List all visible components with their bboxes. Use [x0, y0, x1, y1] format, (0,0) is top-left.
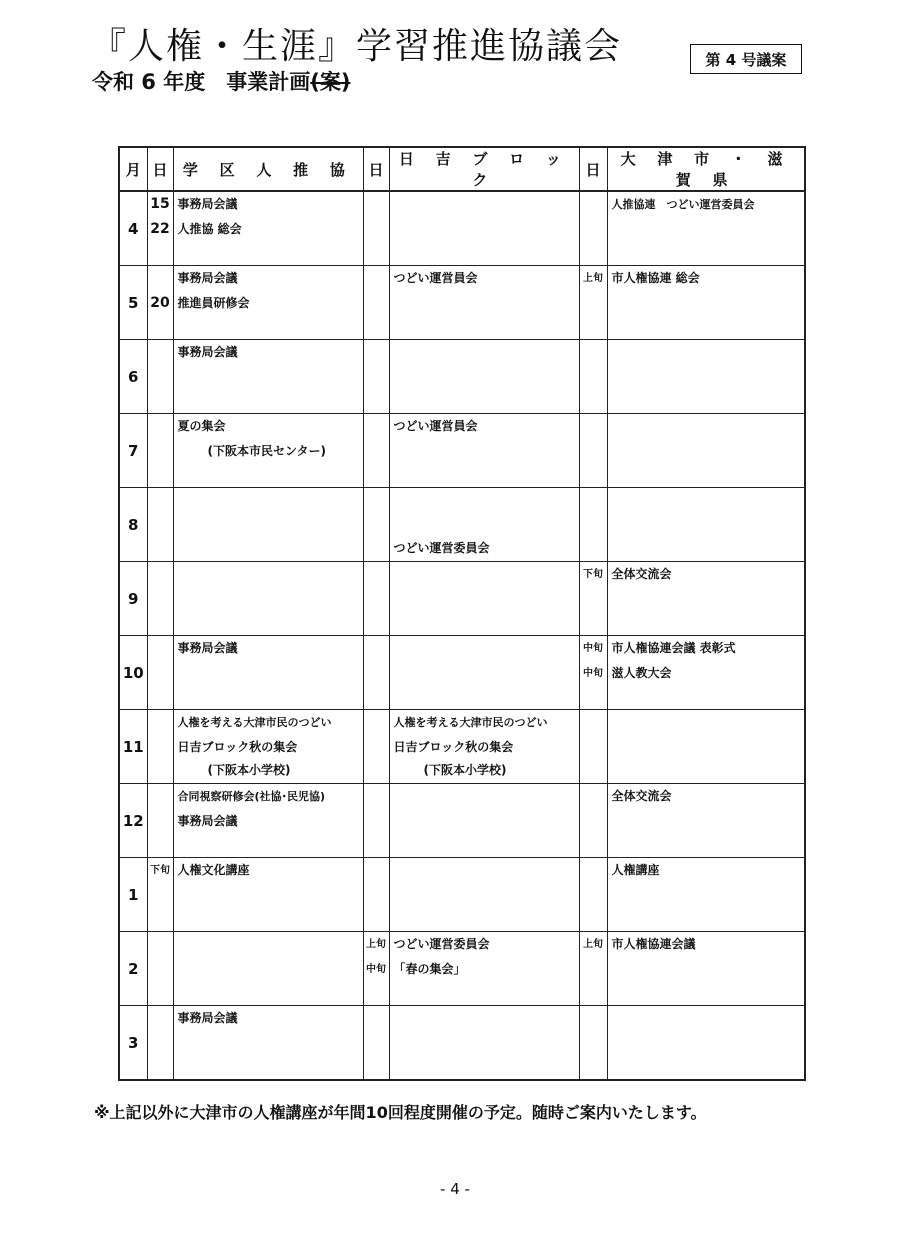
day-cell	[147, 266, 173, 340]
event-item: つどい運営委員会	[393, 541, 490, 555]
month-cell: 5	[119, 266, 147, 340]
otsu-cell	[607, 340, 805, 414]
event-item: 事務局会議	[177, 1011, 238, 1025]
gakku-cell	[173, 340, 363, 414]
month-cell: 10	[119, 636, 147, 710]
day-cell	[147, 710, 173, 784]
document-title: 『人権・生涯』学習推進協議会	[90, 26, 623, 67]
month-cell: 7	[119, 414, 147, 488]
day-cell	[147, 636, 173, 710]
day-cell	[363, 1006, 389, 1081]
event-item: 事務局会議	[177, 641, 238, 655]
gakku-cell	[173, 191, 363, 266]
day-cell	[147, 191, 173, 266]
header-day: 日	[363, 147, 389, 191]
day-cell	[147, 340, 173, 414]
day-cell	[363, 636, 389, 710]
event-item: 合同視察研修会(社協･民児協)	[177, 790, 326, 803]
table-row	[119, 784, 805, 858]
day-value: 20	[150, 295, 170, 311]
month-cell: 12	[119, 784, 147, 858]
otsu-cell	[607, 562, 805, 636]
day-cell	[147, 1006, 173, 1081]
day-cell	[579, 266, 607, 340]
table-row	[119, 414, 805, 488]
header-gakku: 学 区 人 推 協	[173, 147, 363, 191]
gakku-cell	[173, 414, 363, 488]
event-item: 全体交流会	[611, 789, 672, 803]
table-row	[119, 710, 805, 784]
event-item: 推進員研修会	[177, 296, 250, 310]
gakku-cell	[173, 636, 363, 710]
table-row	[119, 1006, 805, 1081]
table-row	[119, 266, 805, 340]
event-item: 事務局会議	[177, 345, 238, 359]
hiyoshi-cell	[389, 932, 579, 1006]
day-cell	[579, 191, 607, 266]
otsu-cell	[607, 710, 805, 784]
month-cell: 11	[119, 710, 147, 784]
month-cell: 4	[119, 191, 147, 266]
event-item: 滋人教大会	[611, 666, 672, 680]
event-item: つどい運営委員会	[393, 937, 490, 951]
day-value: 中旬	[583, 643, 603, 654]
hiyoshi-cell	[389, 340, 579, 414]
hiyoshi-cell	[389, 858, 579, 932]
day-cell	[363, 932, 389, 1006]
day-value: 下旬	[583, 569, 603, 580]
otsu-cell	[607, 636, 805, 710]
gakku-cell	[173, 266, 363, 340]
subtitle-main: 令和 6 年度 事業計画	[92, 70, 311, 94]
day-value: 上旬	[583, 939, 603, 950]
day-cell	[147, 562, 173, 636]
gakku-cell	[173, 784, 363, 858]
hiyoshi-cell	[389, 414, 579, 488]
day-value: 22	[150, 221, 170, 237]
day-cell	[579, 858, 607, 932]
table-header-row	[119, 147, 805, 191]
table-row	[119, 932, 805, 1006]
day-cell	[579, 784, 607, 858]
hiyoshi-cell	[389, 784, 579, 858]
event-item: 事務局会議	[177, 197, 238, 211]
event-item: 日吉ブロック秋の集会	[177, 740, 298, 754]
event-item: 「春の集会」	[393, 962, 466, 976]
day-cell	[579, 562, 607, 636]
day-cell	[147, 488, 173, 562]
event-item: 人権を考える大津市民のつどい	[177, 716, 332, 729]
hiyoshi-cell	[389, 710, 579, 784]
table-row	[119, 191, 805, 266]
day-cell	[579, 932, 607, 1006]
day-cell	[363, 562, 389, 636]
subtitle-struck: (案)	[310, 70, 351, 94]
hiyoshi-cell	[389, 1006, 579, 1081]
otsu-cell	[607, 266, 805, 340]
day-cell	[363, 414, 389, 488]
event-item: 人権文化講座	[177, 863, 250, 877]
gakku-cell	[173, 1006, 363, 1081]
day-cell	[579, 636, 607, 710]
day-cell	[363, 858, 389, 932]
day-cell	[147, 932, 173, 1006]
otsu-cell	[607, 784, 805, 858]
day-cell	[579, 340, 607, 414]
header-otsu: 大 津 市 ・ 滋 賀 県	[607, 147, 805, 191]
event-item: 市人権協連会議 表彰式	[611, 641, 736, 655]
event-item: 人推協 総会	[177, 222, 242, 236]
day-value: 15	[150, 196, 170, 212]
table-row	[119, 636, 805, 710]
month-cell: 2	[119, 932, 147, 1006]
day-value: 下旬	[150, 865, 170, 876]
day-cell	[363, 191, 389, 266]
day-cell	[363, 266, 389, 340]
table-row	[119, 340, 805, 414]
month-cell: 9	[119, 562, 147, 636]
day-cell	[579, 488, 607, 562]
gakku-cell	[173, 488, 363, 562]
event-item: 夏の集会	[177, 419, 226, 433]
event-item: 人権を考える大津市民のつどい	[393, 716, 548, 729]
day-cell	[363, 340, 389, 414]
day-cell	[147, 414, 173, 488]
event-item: 人権講座	[611, 863, 660, 877]
gakku-cell	[173, 932, 363, 1006]
day-cell	[147, 858, 173, 932]
otsu-cell	[607, 1006, 805, 1081]
header-hiyoshi: 日 吉 ブ ロ ッ ク	[389, 147, 579, 191]
header-day: 日	[147, 147, 173, 191]
gakku-cell	[173, 858, 363, 932]
table-row	[119, 562, 805, 636]
otsu-cell	[607, 414, 805, 488]
otsu-cell	[607, 932, 805, 1006]
event-item: 事務局会議	[177, 814, 238, 828]
day-value: 中旬	[366, 964, 386, 975]
event-item: つどい運営員会	[393, 419, 478, 433]
day-cell	[363, 784, 389, 858]
event-item: (下阪本小学校)	[207, 763, 291, 777]
table-row	[119, 858, 805, 932]
event-item: つどい運営員会	[393, 271, 478, 285]
hiyoshi-cell	[389, 266, 579, 340]
month-cell: 8	[119, 488, 147, 562]
gakku-cell	[173, 562, 363, 636]
month-cell: 6	[119, 340, 147, 414]
table-row	[119, 488, 805, 562]
hiyoshi-cell	[389, 562, 579, 636]
event-item: 市人権協連 総会	[611, 271, 700, 285]
event-item: 人推協連 つどい運営委員会	[611, 198, 755, 211]
otsu-cell	[607, 191, 805, 266]
gakku-cell	[173, 710, 363, 784]
document-subtitle	[92, 66, 350, 96]
page-number: - 4 -	[440, 1180, 470, 1198]
day-cell	[579, 1006, 607, 1081]
event-item: 事務局会議	[177, 271, 238, 285]
otsu-cell	[607, 858, 805, 932]
day-cell	[579, 414, 607, 488]
event-item: (下阪本市民センター)	[207, 444, 326, 458]
agenda-number-badge: 第 4 号議案	[690, 44, 802, 74]
day-value: 上旬	[366, 939, 386, 950]
day-cell	[147, 784, 173, 858]
header-month: 月	[119, 147, 147, 191]
day-cell	[579, 710, 607, 784]
hiyoshi-cell	[389, 488, 579, 562]
header-day: 日	[579, 147, 607, 191]
schedule-table	[118, 146, 806, 1081]
event-item: 全体交流会	[611, 567, 672, 581]
event-item: (下阪本小学校)	[423, 763, 507, 777]
day-value: 上旬	[583, 273, 603, 284]
month-cell: 3	[119, 1006, 147, 1081]
footnote: ※上記以外に大津市の人権講座が年間10回程度開催の予定。随時ご案内いたします。	[94, 1103, 707, 1122]
day-cell	[363, 710, 389, 784]
event-item: 日吉ブロック秋の集会	[393, 740, 514, 754]
day-value: 中旬	[583, 668, 603, 679]
event-item: 市人権協連会議	[611, 937, 696, 951]
otsu-cell	[607, 488, 805, 562]
hiyoshi-cell	[389, 636, 579, 710]
month-cell: 1	[119, 858, 147, 932]
day-cell	[363, 488, 389, 562]
hiyoshi-cell	[389, 191, 579, 266]
